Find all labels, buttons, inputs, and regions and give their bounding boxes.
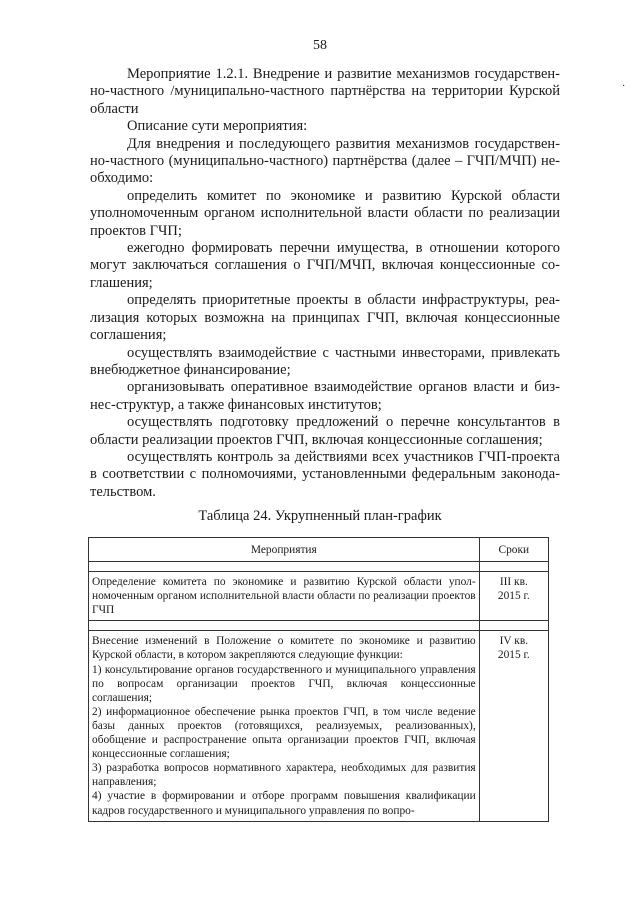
- event-function-item: 3) разработка вопросов нормативного характера, необходимых для развития направления;: [92, 762, 476, 789]
- list-item: определить комитет по экономике и развитию Курской области уполномоченным органом исполнительной власти области по реализации проектов ГЧП;: [90, 187, 560, 239]
- table-spacer: [89, 621, 549, 631]
- section-heading: Мероприятие 1.2.1. Внедрение и развитие механизмов государственно-частного /муниципально-частного партнёрства на территории Курской области: [90, 66, 560, 117]
- table-caption: Таблица 24. Укрупненный план-график: [198, 508, 442, 524]
- column-header-events: Мероприятия: [89, 538, 480, 562]
- list-item: организовывать оперативное взаимодействие органов власти и бизнес-структур, а также финансовых институтов;: [90, 379, 560, 413]
- list-item: осуществлять подготовку предложений о перечне консультантов в области реализации проектов ГЧП, включая концессионные соглашения;: [90, 414, 560, 448]
- term-year: 2015 г.: [497, 590, 530, 603]
- event-function-item: 4) участие в формировании и отборе программ повышения квалификации кадров государственного и муниципального управления по вопро-: [92, 790, 476, 817]
- list-item: определять приоритетные проекты в области инфраструктуры, реализация которых возможна на принципах ГЧП, включая концессионные соглашения;: [90, 292, 560, 344]
- table-row: [89, 631, 549, 821]
- schedule-table: [88, 537, 549, 822]
- paragraph: Для внедрения и последующего развития механизмов государственно-частного (муниципально-частного) партнёрства (далее – ГЧП/МЧП) необходимо:: [90, 135, 560, 187]
- paragraph: Описание сути мероприятия:: [127, 118, 308, 135]
- table-cell-term: [479, 572, 548, 621]
- list-item: осуществлять взаимодействие с частными инвесторами, привлекать внебюджетное финансирование;: [90, 344, 560, 378]
- table-cell-event: Определение комитета по экономике и развитию Курской области уполномоченным органом исполнительной власти области по реализации проектов ГЧП: [89, 572, 480, 621]
- list-item: ежегодно формировать перечни имущества, в отношении которого могут заключаться соглашения о ГЧП/МЧП, включая концессионные соглашения;: [90, 240, 560, 291]
- table-row: [89, 572, 549, 621]
- table-spacer: [89, 562, 549, 572]
- page-number: 58: [313, 38, 327, 53]
- column-header-terms: Сроки: [479, 538, 548, 562]
- document-body: [90, 66, 560, 501]
- table-cell-term: [479, 631, 548, 821]
- table-cell-event: [89, 631, 480, 821]
- list-item: осуществлять контроль за действиями всех участников ГЧП-проекта в соответствии с полномочиями, установленными федеральным законодательством.: [90, 448, 560, 500]
- event-function-item: 1) консультирование органов государственного и муниципального управления по вопросам организации проектов ГЧП, включая концессионные соглашения;: [92, 663, 476, 704]
- event-function-item: 2) информационное обеспечение рынка проектов ГЧП, в том числе ведение базы данных проектов (готовящихся, реализуемых, реализованных), обобщение и распространение опыта организации проектов ГЧП, включая концессионные соглашения;: [92, 705, 476, 761]
- term-quarter: IV кв.: [499, 635, 529, 648]
- table-header-row: [89, 538, 549, 562]
- scan-mark: ·: [622, 81, 626, 92]
- term-quarter: III кв.: [499, 576, 528, 589]
- event-intro: Внесение изменений в Положение о комитете по экономике и развитию Курской области, в котором закрепляются следующие функции:: [92, 635, 476, 662]
- term-year: 2015 г.: [497, 649, 530, 662]
